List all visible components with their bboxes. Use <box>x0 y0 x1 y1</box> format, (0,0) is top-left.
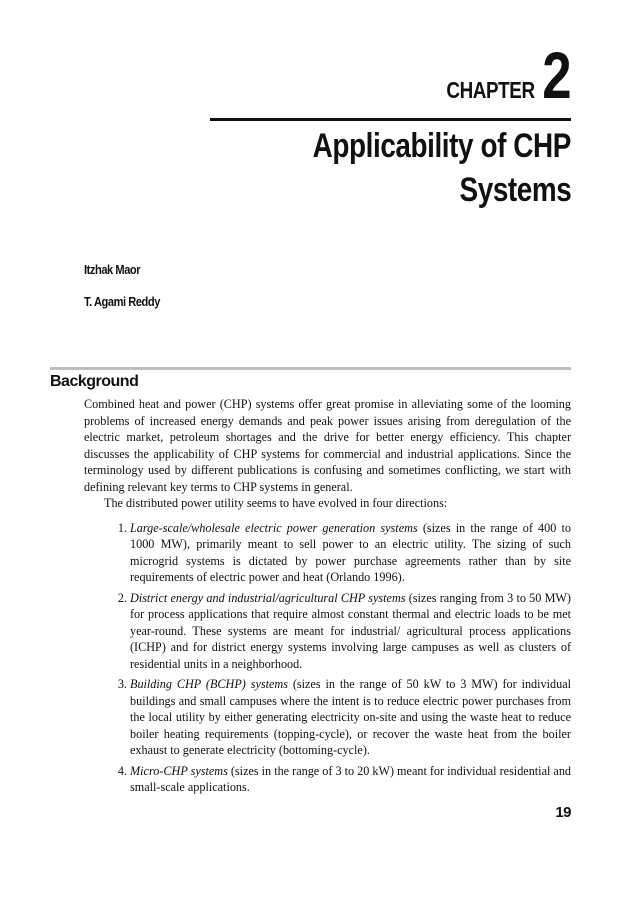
paragraph-1: Combined heat and power (CHP) systems offer great promise in alleviating some of the looming problems of increased energy demands and peak power issues arising from deregulation of the electric market, petroleum shortages and the drive for better energy efficiency. This chapter discusses the applicability of CHP systems for commercial and industrial applications. Since the terminology used by different publications is confusing and sometimes conflicting, we start with defining relevant key terms to CHP systems in general. <box>84 397 571 494</box>
section-body <box>84 396 571 800</box>
section-heading: Background <box>50 373 139 390</box>
author-1: Itzhak Maor <box>84 262 141 277</box>
list-item: 1. Large-scale/wholesale electric power generation systems (sizes in the range of 400 to 1000 MW), primarily meant to sell power to an electric utility. The sizing of such microgrid systems is dictated by power purchase agreements rather than by site requirements of electric power and heat (Orlando 1996). <box>130 520 571 586</box>
section-rule <box>50 367 571 370</box>
chapter-heading <box>210 38 571 116</box>
chapter-label: CHAPTER <box>446 77 535 103</box>
list-item: 2. District energy and industrial/agricultural CHP systems (sizes ranging from 3 to 50 MW) for process applications that require almost constant thermal and electric loads to be met year-round. These systems are meant for industrial/ agricultural process applications (ICHP) and for district energy systems involving large campuses as well as clusters of residential units in a neighborhood. <box>130 590 571 673</box>
chapter-title <box>211 124 571 212</box>
list-item: 4. Micro-CHP systems (sizes in the range of 3 to 20 kW) meant for individual residential and small-scale applications. <box>130 763 571 796</box>
chapter-rule <box>210 118 571 121</box>
author-2: T. Agami Reddy <box>84 294 160 309</box>
chapter-title-line-2: Systems <box>459 171 571 209</box>
paragraph-2: The distributed power utility seems to have evolved in four directions: <box>104 496 448 510</box>
page-number: 19 <box>555 804 571 821</box>
chapter-title-line-1: Applicability of CHP <box>312 127 571 165</box>
chapter-number: 2 <box>542 38 571 112</box>
list-item: 3. Building CHP (BCHP) systems (sizes in the range of 50 kW to 3 MW) for individual buildings and small campuses where the intent is to reduce electric power purchases from the local utility by either generating electricity on-site and using the waste heat to reduce boiler heating requirements (topping-cycle), or recover the waste heat from the boiler exhaust to generate electricity (bottoming-cycle). <box>130 676 571 759</box>
directions-list <box>84 520 571 796</box>
